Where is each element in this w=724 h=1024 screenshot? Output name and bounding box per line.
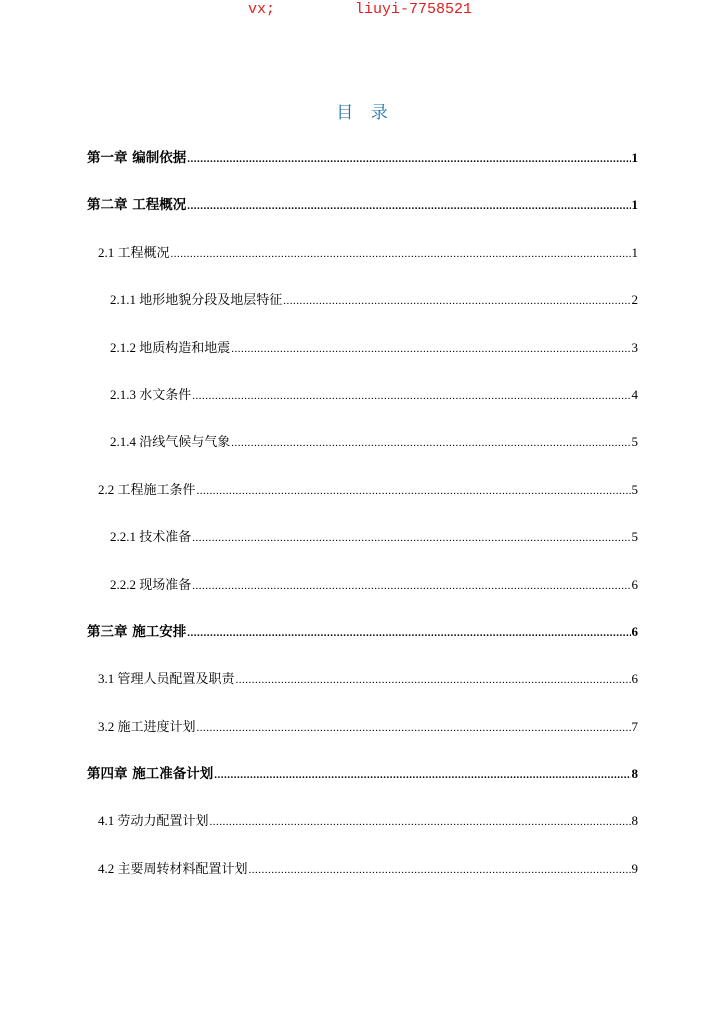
toc-entry-page: 1 [631, 150, 638, 165]
toc-leader-dots [231, 337, 630, 361]
toc-entry-text: 现场准备 [139, 577, 192, 593]
toc-entry[interactable] [87, 809, 638, 856]
toc-entry[interactable] [87, 715, 638, 762]
toc-entry-text: 施工进度计划 [117, 719, 196, 735]
toc-entry[interactable] [87, 241, 638, 288]
toc-entry-text: 工程施工条件 [117, 482, 196, 498]
watermark-left-text: vx; [248, 1, 276, 18]
toc-entry-label [110, 336, 230, 361]
toc-entry-number: 4.1 [98, 813, 118, 829]
toc-entry-label [98, 667, 235, 692]
toc-entry-text: 地质构造和地震 [139, 340, 231, 356]
toc-entry-number: 2.1.2 [110, 339, 140, 355]
toc-entry-page: 9 [631, 860, 638, 876]
toc-entry-number: 3.2 [98, 718, 118, 734]
toc-entry[interactable] [87, 667, 638, 714]
toc-entry-page: 1 [631, 197, 638, 213]
toc-entry[interactable] [87, 525, 638, 572]
toc-entry-page: 3 [631, 339, 638, 355]
toc-leader-dots [231, 431, 630, 455]
toc-entry-page: 6 [631, 671, 638, 687]
toc-entry-number: 2.1.3 [110, 386, 140, 402]
toc-entry-label [87, 620, 186, 644]
toc-leader-dots [187, 194, 630, 218]
toc-leader-dots [192, 384, 630, 408]
toc-entry-number: 2.2.1 [110, 529, 140, 545]
toc-entry-label [98, 857, 248, 882]
toc-entry-text: 劳动力配置计划 [117, 814, 209, 830]
toc-entry-label [110, 525, 191, 550]
toc-entry-text: 沿线气候与气象 [139, 435, 231, 451]
toc-entry-text: 工程概况 [117, 245, 170, 261]
toc-entry-label [98, 715, 196, 740]
toc-entry-number: 3.1 [98, 671, 118, 687]
toc-entry-label [110, 383, 191, 408]
toc-leader-dots [192, 526, 630, 550]
toc-entry[interactable] [87, 288, 638, 335]
toc-entry-label [110, 430, 230, 455]
toc-entry-page: 7 [631, 718, 638, 734]
toc-entry[interactable] [87, 336, 638, 383]
toc-entry-page: 6 [631, 576, 638, 592]
toc-entry-label [110, 288, 282, 313]
toc-entry-text: 管理人员配置及职责 [117, 672, 235, 688]
toc-entry[interactable] [87, 762, 638, 809]
toc-leader-dots [283, 289, 630, 313]
toc-entry-label [98, 809, 209, 834]
toc-leader-dots [249, 858, 631, 882]
toc-entry-page: 2 [631, 292, 638, 308]
toc-entry-label [110, 573, 191, 598]
toc-entry-page: 5 [631, 529, 638, 545]
toc-leader-dots [187, 621, 630, 645]
toc-leader-dots [236, 668, 631, 692]
toc-entry-page: 8 [631, 766, 638, 782]
toc-entry-text: 第三章 施工安排 [87, 623, 187, 640]
toc-entry-number: 2.1.4 [110, 434, 140, 450]
toc-entry-page: 1 [631, 244, 638, 260]
toc-leader-dots [192, 574, 630, 598]
watermark-right-text: liuyi-7758521 [355, 1, 473, 18]
toc-entry-text: 第一章 编制依据 [87, 150, 187, 166]
toc-entry-page: 8 [631, 813, 638, 829]
toc-entry-number: 2.1.1 [110, 292, 140, 308]
toc-entry[interactable] [87, 146, 638, 193]
toc-entry[interactable] [87, 857, 638, 904]
toc-entry-text: 技术准备 [139, 530, 192, 546]
toc-entry-number: 2.2 [98, 481, 118, 497]
toc-leader-dots [214, 763, 630, 787]
toc-entry-text: 主要周转材料配置计划 [117, 861, 248, 877]
toc-entry-page: 5 [631, 481, 638, 497]
toc-entry-label [98, 241, 170, 266]
toc-leader-dots [187, 147, 630, 171]
toc-entry[interactable] [87, 193, 638, 240]
toc-entry-text: 第四章 施工准备计划 [87, 766, 214, 783]
toc-entry-page: 5 [631, 434, 638, 450]
toc-entry-label [87, 193, 186, 217]
toc-title: 目 录 [336, 103, 394, 123]
toc-leader-dots [210, 810, 631, 834]
toc-entry-label [87, 146, 186, 170]
toc-entry-page: 6 [631, 623, 638, 639]
toc-leader-dots [197, 479, 631, 503]
toc-entry[interactable] [87, 383, 638, 430]
toc-entry-text: 地形地貌分段及地层特征 [139, 293, 283, 309]
toc-entry-text: 第二章 工程概况 [87, 197, 187, 214]
toc-entry[interactable] [87, 573, 638, 620]
toc-entry[interactable] [87, 430, 638, 477]
toc-leader-dots [197, 716, 631, 740]
toc-entry-page: 4 [631, 386, 638, 402]
toc-entry-number: 2.1 [98, 244, 118, 260]
toc-entry-text: 水文条件 [139, 387, 192, 403]
toc-entry[interactable] [87, 620, 638, 667]
toc-entry-number: 4.2 [98, 860, 118, 876]
toc-leader-dots [171, 242, 631, 266]
toc-entry[interactable] [87, 478, 638, 525]
watermark [0, 0, 724, 22]
toc-entry-label [87, 762, 213, 786]
toc-entry-label [98, 478, 196, 503]
table-of-contents [87, 146, 638, 904]
toc-entry-number: 2.2.2 [110, 576, 140, 592]
